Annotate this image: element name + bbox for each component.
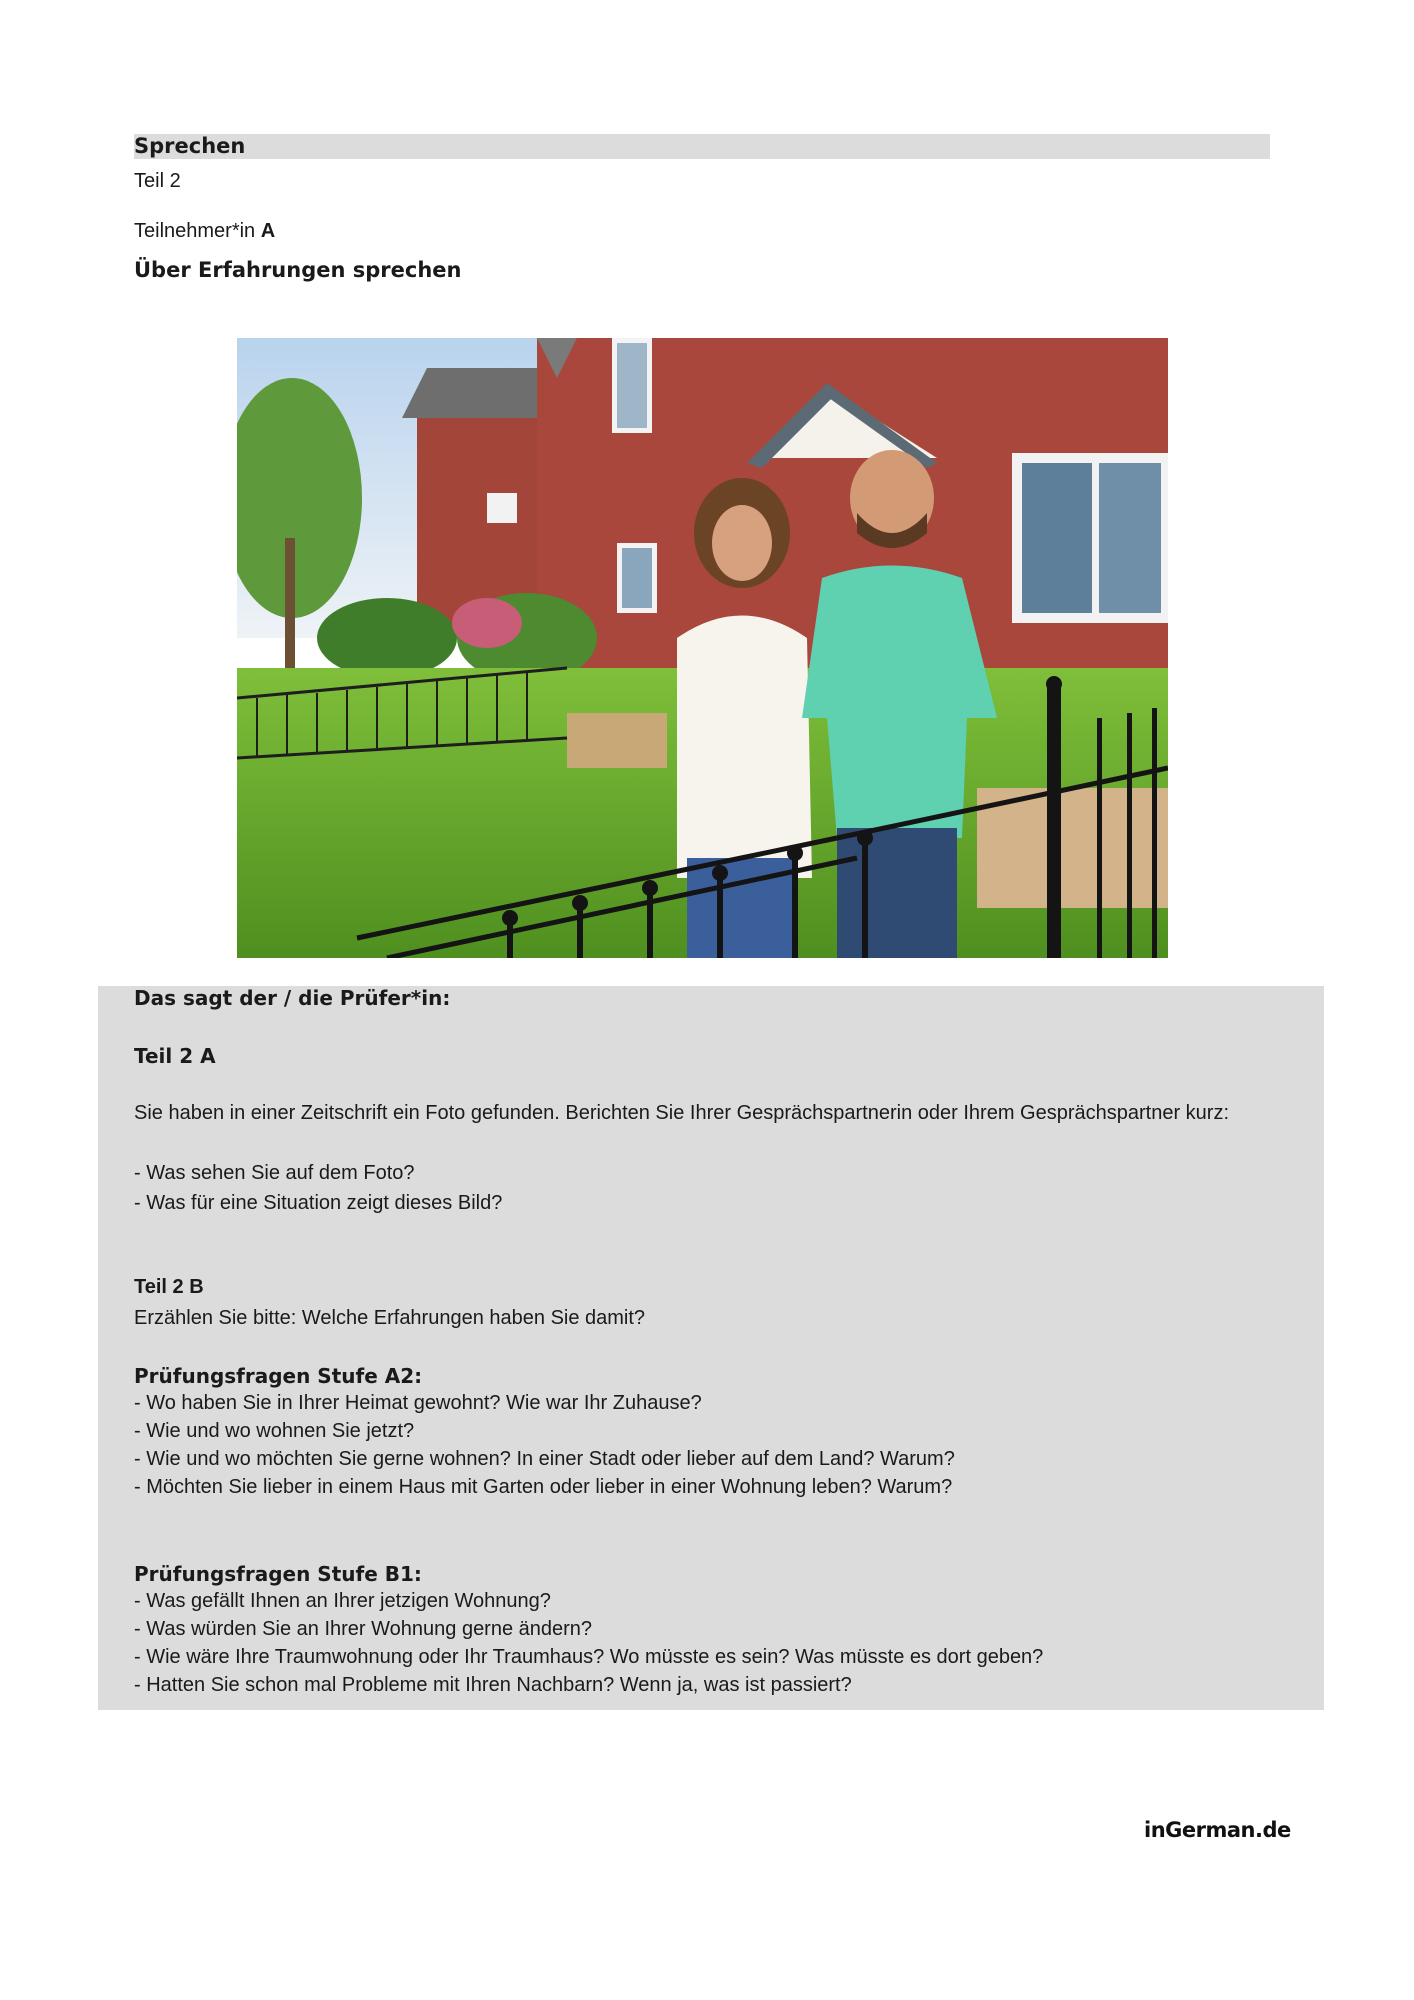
a2-question: - Wie und wo wohnen Sie jetzt? xyxy=(134,1420,415,1442)
b1-question: - Was würden Sie an Ihrer Wohnung gerne ändern? xyxy=(134,1618,593,1640)
part-a-question: - Was sehen Sie auf dem Foto? xyxy=(134,1162,415,1184)
b1-heading: Prüfungsfragen Stufe B1: xyxy=(134,1562,422,1586)
a2-question: - Wie und wo möchten Sie gerne wohnen? In einer Stadt oder lieber auf dem Land? Warum? xyxy=(134,1448,955,1470)
part-a-question: - Was für eine Situation zeigt dieses Bild? xyxy=(134,1192,503,1214)
a2-question: - Möchten Sie lieber in einem Haus mit Garten oder lieber in einer Wohnung leben? Warum? xyxy=(134,1476,953,1498)
b1-question: - Hatten Sie schon mal Probleme mit Ihren Nachbarn? Wenn ja, was ist passiert? xyxy=(134,1674,852,1696)
b1-question: - Wie wäre Ihre Traumwohnung oder Ihr Traumhaus? Wo müsste es sein? Was müsste es dort geben? xyxy=(134,1646,1044,1668)
a2-heading: Prüfungsfragen Stufe A2: xyxy=(134,1364,423,1388)
section-heading-bar xyxy=(134,134,1270,159)
a2-question: - Wo haben Sie in Ihrer Heimat gewohnt? Wie war Ihr Zuhause? xyxy=(134,1392,702,1414)
part-a-intro: Sie haben in einer Zeitschrift ein Foto gefunden. Berichten Sie Ihrer Gesprächspartnerin oder Ihrem Gesprächspartner kurz: xyxy=(134,1102,1230,1124)
examiner-title: Das sagt der / die Prüfer*in: xyxy=(134,986,451,1010)
part-b-prompt: Erzählen Sie bitte: Welche Erfahrungen haben Sie damit? xyxy=(134,1307,646,1329)
brand-logo-text: inGerman.de xyxy=(1144,1818,1291,1842)
examiner-instructions-box xyxy=(98,986,1324,1710)
topic-title: Über Erfahrungen sprechen xyxy=(134,258,462,282)
part-label: Teil 2 xyxy=(134,170,181,192)
b1-question: - Was gefällt Ihnen an Ihrer jetzigen Wohnung? xyxy=(134,1590,551,1612)
participant-id: A xyxy=(260,220,276,242)
section-title: Sprechen xyxy=(134,134,246,158)
participant-label xyxy=(134,220,275,243)
part-a-heading: Teil 2 A xyxy=(134,1044,216,1068)
part-b-heading: Teil 2 B xyxy=(134,1276,204,1298)
participant-prefix: Teilnehmer*in xyxy=(134,220,256,242)
couple-house-photo xyxy=(237,338,1168,958)
